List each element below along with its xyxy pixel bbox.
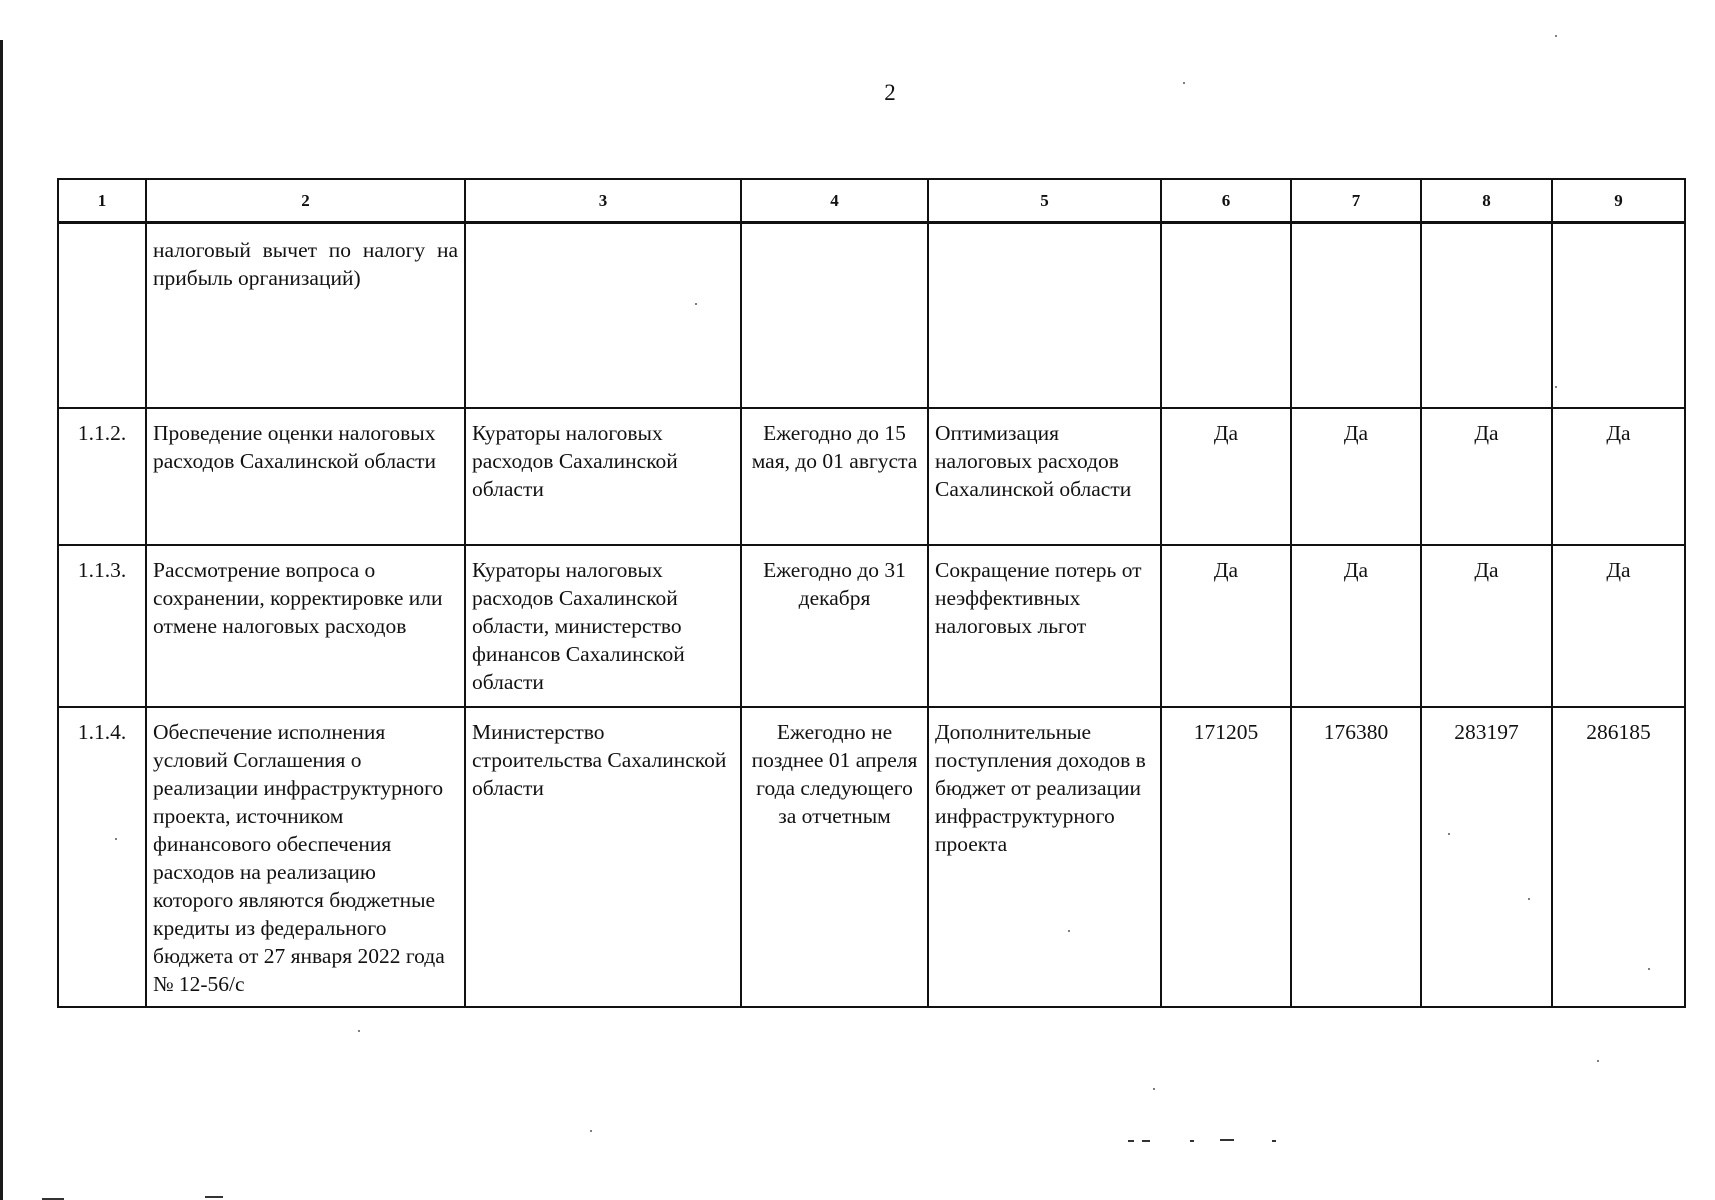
column-header: 6	[1161, 179, 1291, 223]
result-cell	[928, 223, 1161, 409]
value-cell: Да	[1161, 545, 1291, 707]
column-header: 2	[146, 179, 465, 223]
column-header: 7	[1291, 179, 1421, 223]
executor-cell: Кураторы налоговых расходов Сахалинской области, министерство финансов Сахалинской области	[465, 545, 741, 707]
scan-speck	[1597, 1060, 1599, 1062]
column-header: 4	[741, 179, 928, 223]
term-cell: Ежегодно до 31 декабря	[741, 545, 928, 707]
scan-mark	[1190, 1140, 1194, 1142]
result-cell: Оптимизация налоговых расходов Сахалинской области	[928, 408, 1161, 545]
value-cell: Да	[1421, 545, 1552, 707]
table-row	[58, 707, 1685, 1007]
scan-speck	[1555, 35, 1557, 37]
column-header: 1	[58, 179, 146, 223]
value-cell	[1552, 223, 1685, 409]
scan-mark	[205, 1196, 223, 1198]
scan-speck	[695, 303, 697, 305]
value-cell: 283197	[1421, 707, 1552, 1007]
term-cell: Ежегодно до 15 мая, до 01 августа	[741, 408, 928, 545]
column-header: 5	[928, 179, 1161, 223]
measures-table	[57, 178, 1686, 1008]
value-cell	[1421, 223, 1552, 409]
scan-mark	[1220, 1139, 1234, 1141]
executor-cell: Министерство строительства Сахалинской области	[465, 707, 741, 1007]
scan-speck	[1153, 1088, 1155, 1090]
value-cell: 176380	[1291, 707, 1421, 1007]
row-number-cell: 1.1.2.	[58, 408, 146, 545]
measure-cell: налоговый вычет по налогу на прибыль организаций)	[146, 223, 465, 409]
table-row	[58, 408, 1685, 545]
executor-cell	[465, 223, 741, 409]
result-cell: Дополнительные поступления доходов в бюджет от реализации инфраструктурного проекта	[928, 707, 1161, 1007]
value-cell: Да	[1161, 408, 1291, 545]
scan-speck	[1648, 968, 1650, 970]
measure-cell: Рассмотрение вопроса о сохранении, корректировке или отмене налоговых расходов	[146, 545, 465, 707]
value-cell: 171205	[1161, 707, 1291, 1007]
result-cell: Сокращение потерь от неэффективных налоговых льгот	[928, 545, 1161, 707]
scan-speck	[358, 1030, 360, 1032]
scan-speck	[1528, 898, 1530, 900]
scan-mark	[1128, 1140, 1134, 1142]
value-cell: Да	[1421, 408, 1552, 545]
term-cell	[741, 223, 928, 409]
table-row	[58, 223, 1685, 409]
term-cell: Ежегодно не позднее 01 апреля года следующего за отчетным	[741, 707, 928, 1007]
value-cell: Да	[1291, 545, 1421, 707]
value-cell: Да	[1552, 408, 1685, 545]
column-header: 9	[1552, 179, 1685, 223]
table-row	[58, 545, 1685, 707]
row-number-cell: 1.1.3.	[58, 545, 146, 707]
measure-cell: Проведение оценки налоговых расходов Сахалинской области	[146, 408, 465, 545]
page-number: 2	[884, 80, 896, 105]
scan-speck	[1555, 386, 1557, 388]
scan-speck	[1448, 833, 1450, 835]
value-cell: 286185	[1552, 707, 1685, 1007]
row-number-cell: 1.1.4.	[58, 707, 146, 1007]
column-header: 3	[465, 179, 741, 223]
scan-mark	[1142, 1140, 1150, 1142]
scan-speck	[1068, 930, 1070, 932]
executor-cell: Кураторы налоговых расходов Сахалинской области	[465, 408, 741, 545]
scan-mark	[1272, 1140, 1276, 1142]
value-cell: Да	[1552, 545, 1685, 707]
scan-speck	[115, 838, 117, 840]
table-header-row	[58, 179, 1685, 223]
value-cell	[1291, 223, 1421, 409]
column-header: 8	[1421, 179, 1552, 223]
scan-speck	[1183, 82, 1185, 84]
scan-speck	[590, 1130, 592, 1132]
value-cell	[1161, 223, 1291, 409]
measure-cell: Обеспечение исполнения условий Соглашения о реализации инфраструктурного проекта, источником финансового обеспечения расходов на реализацию которого являются бюджетные кредиты из федерального бюджета от 27 января 2022 года № 12-56/с	[146, 707, 465, 1007]
row-number-cell	[58, 223, 146, 409]
value-cell: Да	[1291, 408, 1421, 545]
scan-left-edge	[0, 40, 3, 1200]
